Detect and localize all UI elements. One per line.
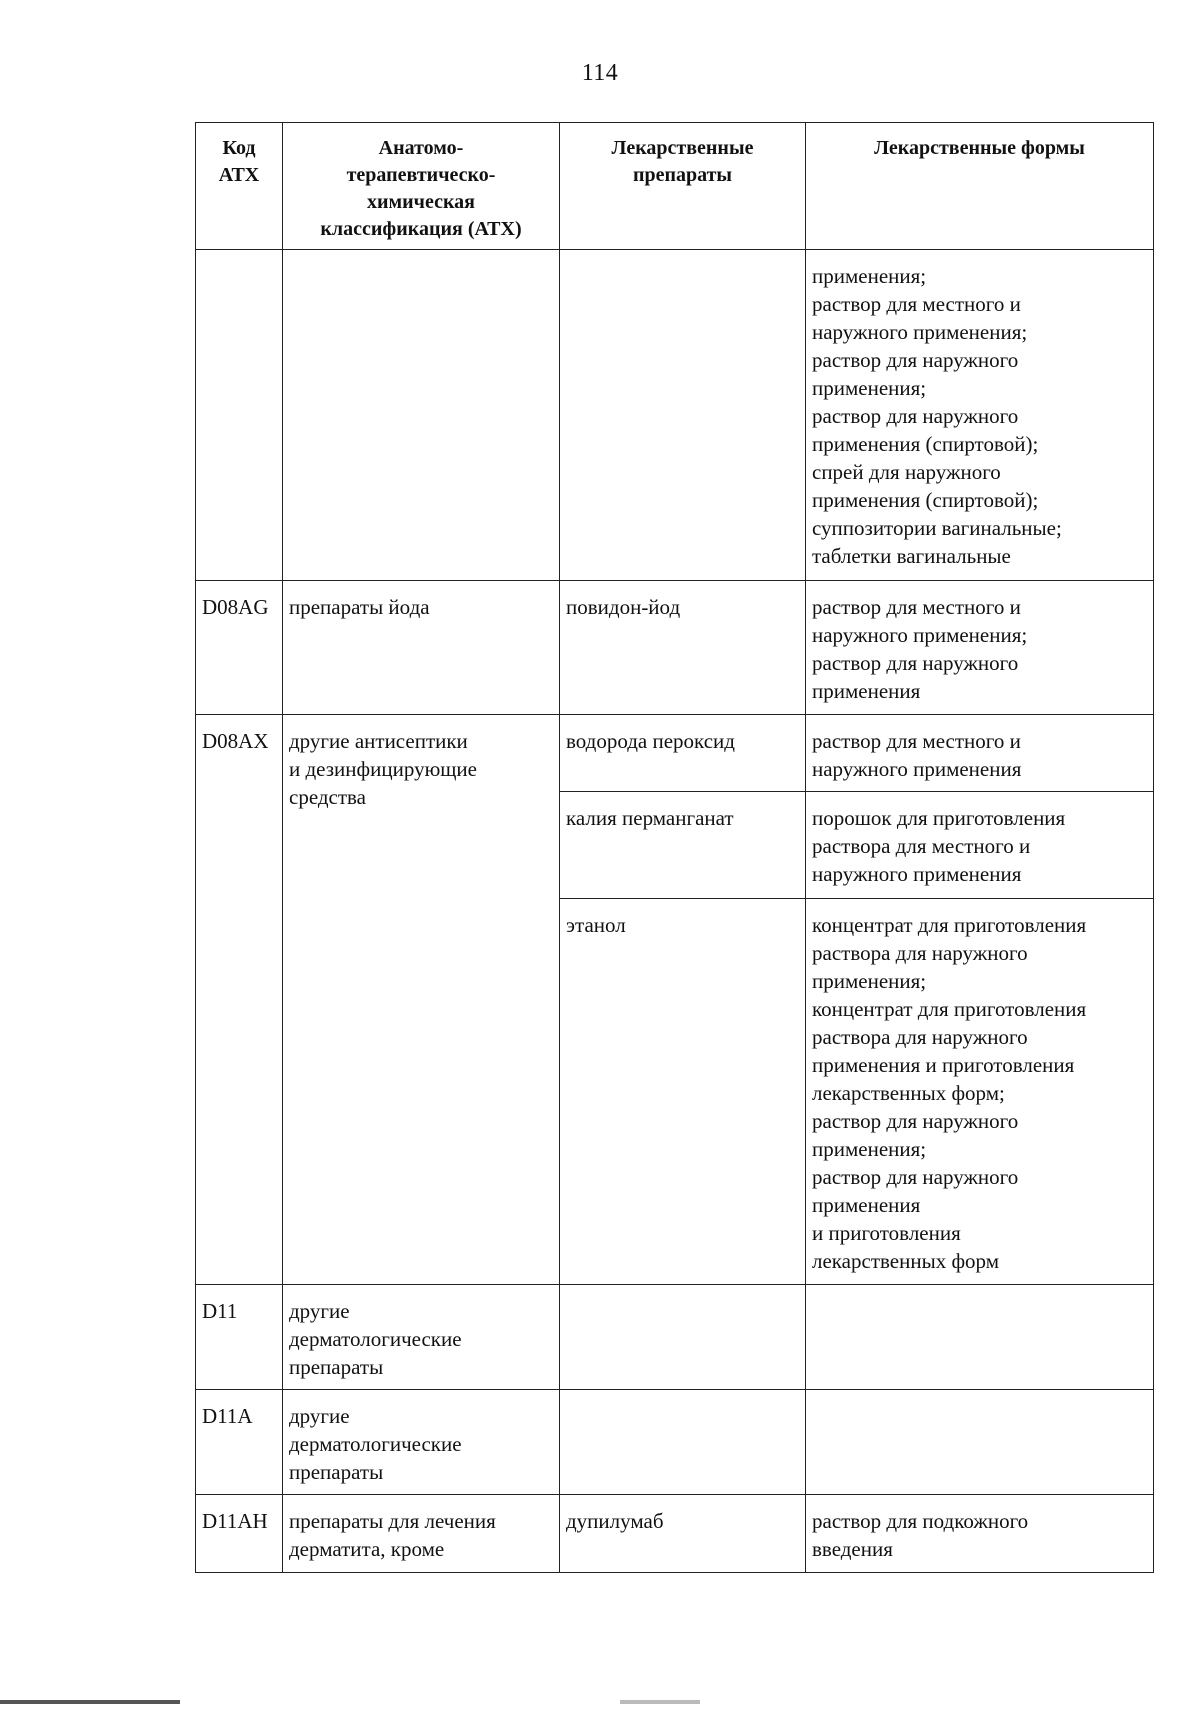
cell-preparation: дупилумаб bbox=[560, 1495, 806, 1573]
cell-forms: применения; раствор для местного и наружного применения; раствор для наружного применения; раствор для наружного применения (спиртовой); спрей для наружного применения (спиртовой); суппозитории вагинальные; таблетки вагинальные bbox=[806, 250, 1154, 581]
atx-table bbox=[195, 122, 1154, 1573]
cell-preparation bbox=[560, 1390, 806, 1495]
cell-forms bbox=[806, 1390, 1154, 1495]
cell-forms: порошок для приготовления раствора для местного и наружного применения bbox=[806, 792, 1154, 899]
cell-forms bbox=[806, 1285, 1154, 1390]
header-forms: Лекарственные формы bbox=[806, 123, 1154, 250]
header-code: Код АТХ bbox=[196, 123, 283, 250]
cell-code bbox=[196, 250, 283, 581]
cell-classification: другие дерматологические препараты bbox=[283, 1390, 560, 1495]
cell-preparation: калия перманганат bbox=[560, 792, 806, 899]
table-row bbox=[196, 1495, 1154, 1573]
cell-classification bbox=[283, 250, 560, 581]
cell-forms: раствор для местного и наружного применения; раствор для наружного применения bbox=[806, 581, 1154, 715]
cell-preparation bbox=[560, 250, 806, 581]
cell-code: D08AG bbox=[196, 581, 283, 715]
cell-classification: другие антисептики и дезинфицирующие средства bbox=[283, 715, 560, 1285]
cell-preparation: водорода пероксид bbox=[560, 715, 806, 792]
header-classification: Анатомо- терапевтическо- химическая классификация (АТХ) bbox=[283, 123, 560, 250]
table-row bbox=[196, 581, 1154, 715]
cell-classification: другие дерматологические препараты bbox=[283, 1285, 560, 1390]
cell-forms: раствор для местного и наружного применения bbox=[806, 715, 1154, 792]
scan-edge-divider bbox=[0, 1700, 1200, 1704]
cell-classification: препараты йода bbox=[283, 581, 560, 715]
cell-classification: препараты для лечения дерматита, кроме bbox=[283, 1495, 560, 1573]
cell-code: D11A bbox=[196, 1390, 283, 1495]
cell-code: D11 bbox=[196, 1285, 283, 1390]
cell-preparation: повидон-йод bbox=[560, 581, 806, 715]
cell-code: D08AX bbox=[196, 715, 283, 1285]
cell-preparation: этанол bbox=[560, 899, 806, 1285]
table-row bbox=[196, 1285, 1154, 1390]
table-header-row bbox=[196, 123, 1154, 250]
table-row bbox=[196, 250, 1154, 581]
page-number: 114 bbox=[581, 60, 619, 86]
cell-forms: раствор для подкожного введения bbox=[806, 1495, 1154, 1573]
table-row bbox=[196, 1390, 1154, 1495]
cell-preparation bbox=[560, 1285, 806, 1390]
table-row bbox=[196, 715, 1154, 792]
cell-code: D11AH bbox=[196, 1495, 283, 1573]
header-preparations: Лекарственные препараты bbox=[560, 123, 806, 250]
cell-forms: концентрат для приготовления раствора для наружного применения; концентрат для приготовления раствора для наружного применения и приготовления лекарственных форм; раствор для наружного применения; раствор для наружного применения и приготовления лекарственных форм bbox=[806, 899, 1154, 1285]
